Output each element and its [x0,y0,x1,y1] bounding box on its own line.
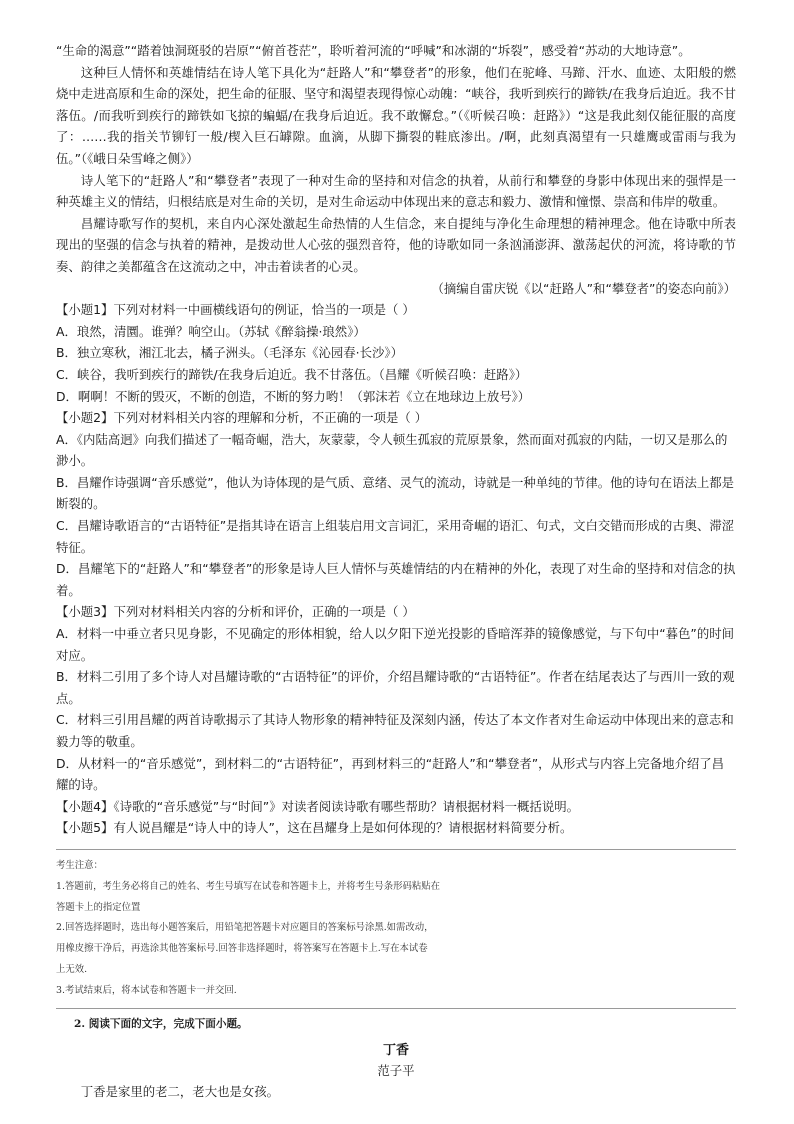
question-stem: 【小题5】有人说昌耀是“诗人中的诗人”，这在昌耀身上是如何体现的？请根据材料简要分析。 [56,820,573,836]
notice-line: 答题卡上的指定位置 [56,901,141,913]
question-stem: 【小题1】下列对材料一中画横线语句的例证，恰当的一项是（ ） [56,302,415,318]
question-3 [56,601,736,795]
question-stem: 【小题2】下列对材料相关内容的理解和分析，不正确的一项是（ ） [56,410,428,426]
notice-line: 2.回答选择题时，选出每小题答案后，用铅笔把答题卡对应题目的答案标号涂黑.如需改动， [56,922,434,934]
question-5 [56,817,736,839]
story-paragraph: 丁香是家里的老二，老大也是女孩。 [80,1083,280,1099]
option-d: D．啊啊！不断的毁灭，不断的创造，不断的努力哟！（郭沫若《立在地球边上放号》） [56,388,531,404]
material-source: （摘编自雷庆锐《以“赶路人”和“攀登者”的姿态向前》） [431,280,736,296]
story-author: 范子平 [377,1062,415,1078]
material-paragraph: 诗人笔下的“赶路人”和“攀登者”表现了一种对生命的坚持和对信念的执着，从前行和攀登的身影中体现出来的强悍是一种英雄主义的情结，归根结底是对生命的关切，是对生命运动中体现出来的意志和毅力、激情和憧憬、崇高和伟岸的敬重。 [56,172,736,210]
material-paragraph: “生命的渴意”“踏着蚀洞斑驳的岩原”“俯首苍茫”，聆听着河流的“呼喊”和冰湖的“坼裂”，感受着“苏动的大地诗意”。 [56,43,691,58]
material-paragraph: 昌耀诗歌写作的契机，来自内心深处激起生命热情的人生信念，来自提纯与净化生命理想的精神理念。他在诗歌中所表现出的坚强的信念与执着的精神，是拨动世人心弦的强烈音符，他的诗歌如同一条汹涌澎湃、激荡起伏的河流，将诗歌的节奏、韵律之美都蕴含在这流动之中，冲击着读者的心灵。 [56,215,736,274]
option-b: B．昌耀作诗强调“音乐感觉”，他认为诗体现的是气质、意绪、灵气的流动，诗就是一种单纯的节律。他的诗句在语法上都是断裂的。 [56,474,735,512]
notice-line: 1.答题前，考生务必将自己的姓名、考生号填写在试卷和答题卡上，并将考生号条形码粘贴在 [56,880,440,892]
option-c: C．昌耀诗歌语言的“古语特征”是指其诗在语言上组装启用文言词汇，采用奇崛的语汇、句式，文白交错而形成的古奥、滞涩特征。 [56,518,735,555]
option-d: D．昌耀笔下的“赶路人”和“攀登者”的形象是诗人巨人情怀与英雄情结的内在精神的外化，表现了对生命的坚持和对信念的执着。 [56,561,736,598]
option-a: A．《内陆高迥》向我们描述了一幅奇崛，浩大，灰蒙蒙，令人顿生孤寂的荒原景象，然而面对孤寂的内陆，一切又是那么的渺小。 [56,431,728,469]
section-2 [56,1015,736,1103]
option-b: B．独立寒秋，湘江北去，橘子洲头。（毛泽东《沁园春·长沙》） [56,345,403,361]
option-c: C．材料三引用昌耀的两首诗歌揭示了其诗人物形象的精神特征及深刻内涵，传达了本文作者对生命运动中体现出来的意志和毅力等的敬重。 [56,712,734,749]
option-a: A．材料一中垂立者只见身影，不见确定的形体相貌，给人以夕阳下逆光投影的昏暗浑莽的镜像感觉，与下句中“暮色”的时间对应。 [56,626,735,663]
exam-notice [56,849,736,1009]
question-1 [56,299,736,407]
notice-line: 上无效. [56,963,88,975]
question-list [56,299,736,839]
question-stem: 【小题4】《诗歌的“音乐感觉”与“时间”》对读者阅读诗歌有哪些帮助？请根据材料一概括说明。 [56,798,579,814]
question-4 [56,796,736,818]
option-a: A．琅然，清圜。谁弹？响空山。（苏轼《醉翁操·琅然》） [56,323,366,339]
option-b: B．材料二引用了多个诗人对昌耀诗歌的“古语特征”的评价，介绍昌耀诗歌的“古语特征”。作者在结尾表达了与西川一致的观点。 [56,669,735,706]
section-heading: 2. 阅读下面的文字，完成下面小题。 [74,1017,248,1030]
notice-title: 考生注意： [56,859,103,871]
notice-line: 用橡皮擦干净后，再选涂其他答案标号.回答非选择题时，将答案写在答题卡上.写在本试卷 [56,943,428,955]
notice-line: 3.考试结束后，将本试卷和答题卡一并交回. [56,984,237,996]
story-title: 丁香 [382,1042,409,1058]
material-paragraph: 这种巨人情怀和英雄情结在诗人笔下具化为“赶路人”和“攀登者”的形象，他们在驼峰、马蹄、汗水、血迹、太阳般的燃烧中走进高原和生命的深处，把生命的征服、坚守和渴望表现得惊心动魄：“峡谷，我听到疾行的蹄铁/在我身后迫近。我不甘落伍。/而我听到疾行的蹄铁如飞掠的蝙蝠/在我身后迫近。我不敢懈怠。”（《听候召唤：赶路》）“这是我此刻仅能征服的高度了：……我的指关节铆钉一般/楔入巨石罅隙。血滴，从脚下撕裂的鞋底渗出。/啊，此刻真渴望有一只雄鹰或雷雨与我为伍。”（《峨日朵雪峰之侧》） [56,64,736,166]
option-c: C．峡谷，我听到疾行的蹄铁/在我身后迫近。我不甘落伍。（昌耀《听候召唤：赶路》） [56,366,528,382]
question-2 [56,407,736,601]
reading-material [56,40,736,299]
option-d: D．从材料一的“音乐感觉”，到材料二的“古语特征”，再到材料三的“赶路人”和“攀登者”，从形式与内容上完备地介绍了昌耀的诗。 [56,755,725,793]
question-stem: 【小题3】下列对材料相关内容的分析和评价，正确的一项是（ ） [56,604,415,620]
